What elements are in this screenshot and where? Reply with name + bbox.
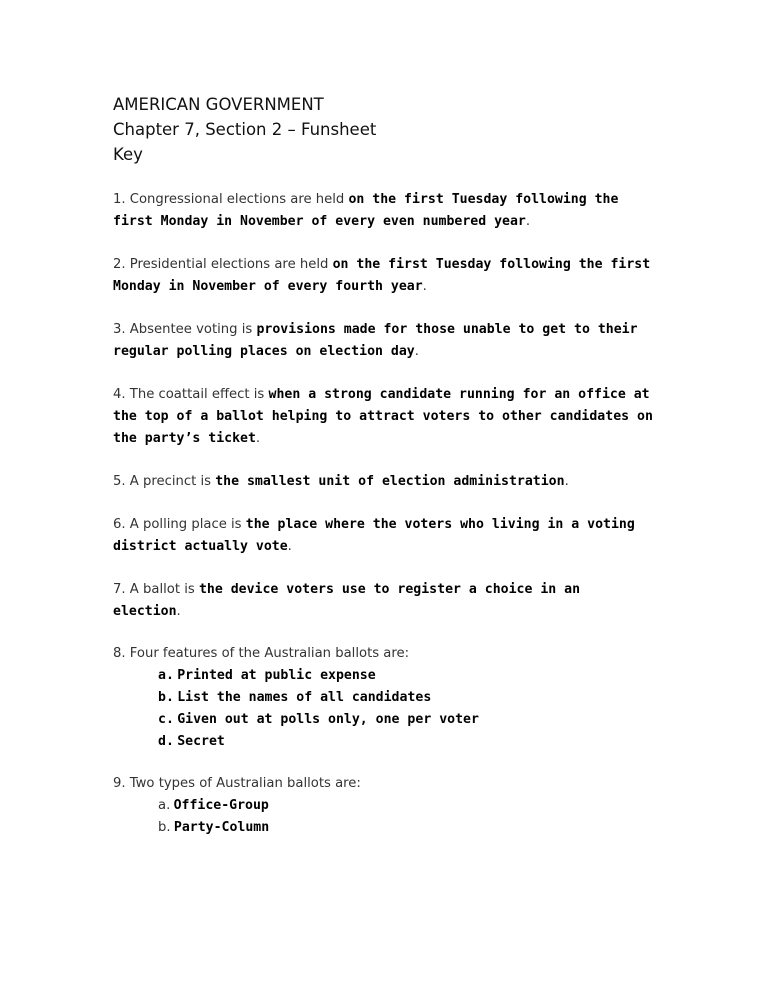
question-answer: on the first Tuesday following the first Monday in November of every even numbered year (113, 192, 619, 229)
ballot-types-list (113, 794, 653, 838)
answer-key-body (113, 188, 653, 859)
list-marker: d. (158, 734, 174, 749)
question-1 (113, 188, 653, 232)
document-header (113, 92, 376, 167)
question-prompt: 5. A precinct is (113, 474, 216, 489)
question-end: . (287, 539, 292, 554)
question-3 (113, 318, 653, 362)
question-answer: when a strong candidate running for an office at the top of a ballot helping to attract voters to other candidates on the party’s ticket (113, 387, 653, 446)
question-prompt: 2. Presidential elections are held (113, 257, 333, 272)
question-end: . (414, 344, 419, 359)
question-prompt: 7. A ballot is (113, 582, 199, 597)
question-answer: provisions made for those unable to get to their regular polling places on election day (113, 322, 638, 359)
list-item (113, 730, 653, 752)
list-item-text: Secret (177, 734, 225, 749)
list-item (113, 708, 653, 730)
question-2 (113, 253, 653, 297)
list-item-text: Office-Group (173, 798, 269, 813)
question-answer: the place where the voters who living in a voting district actually vote (113, 517, 635, 554)
question-prompt: 4. The coattail effect is (113, 387, 269, 402)
list-item (113, 794, 653, 816)
question-7 (113, 578, 653, 622)
question-prompt: 9. Two types of Australian ballots are: (113, 776, 361, 791)
list-marker: a. (158, 798, 171, 813)
question-end: . (176, 604, 181, 619)
list-marker: c. (158, 712, 174, 727)
question-end: . (255, 431, 261, 446)
list-marker: b. (158, 690, 174, 705)
question-4 (113, 383, 653, 449)
question-answer: on the first Tuesday following the first Monday in November of every fourth year (113, 257, 651, 294)
list-item-text: Printed at public expense (177, 668, 376, 683)
list-marker: b. (158, 820, 171, 835)
list-item-text: Party-Column (173, 820, 270, 835)
list-item (113, 816, 653, 838)
question-prompt: 1. Congressional elections are held (113, 192, 349, 207)
chapter-title: Chapter 7, Section 2 – Funsheet (113, 120, 377, 139)
question-end: . (422, 279, 427, 294)
course-title: AMERICAN GOVERNMENT (113, 95, 324, 114)
question-prompt: 8. Four features of the Australian ballots are: (113, 646, 410, 661)
list-item-text: Given out at polls only, one per voter (177, 712, 479, 727)
question-answer: the device voters use to register a choice in an election (113, 582, 581, 619)
key-label: Key (113, 145, 143, 164)
list-item-text: List the names of all candidates (177, 690, 432, 705)
question-answer: the smallest unit of election administration (215, 474, 565, 489)
question-9 (113, 773, 653, 838)
list-item (113, 664, 653, 686)
question-6 (113, 513, 653, 557)
question-prompt: 3. Absentee voting is (113, 322, 257, 337)
list-marker: a. (158, 668, 174, 683)
list-item (113, 686, 653, 708)
question-end: . (525, 214, 531, 229)
question-8 (113, 643, 653, 752)
features-list (113, 664, 653, 752)
question-end: . (564, 474, 569, 489)
question-5 (113, 470, 653, 492)
question-prompt: 6. A polling place is (113, 517, 246, 532)
